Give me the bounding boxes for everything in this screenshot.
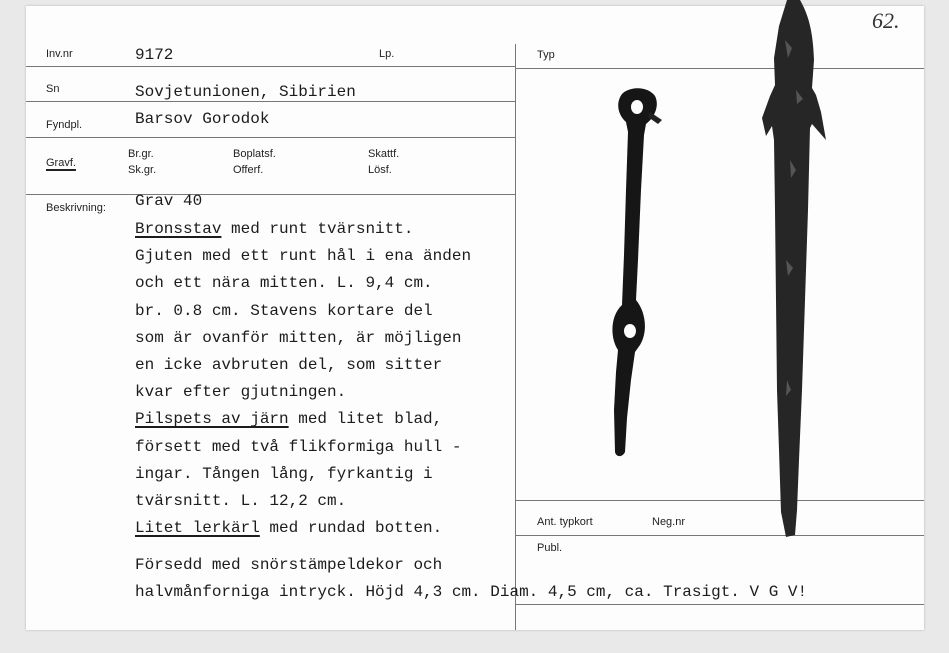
item-heading: Litet lerkärl [135, 519, 260, 537]
ant-typkort-label: Ant. typkort [537, 516, 593, 528]
losf-label: Lösf. [368, 164, 392, 176]
desc-line: Grav 40 [135, 192, 203, 210]
fyndpl-value: Barsov Gorodok [135, 110, 270, 128]
bronze-rod-image [612, 88, 662, 456]
desc-line: Gjuten med ett runt hål i ena änden [135, 247, 472, 265]
card-number: 62. [872, 8, 900, 33]
fyndpl-label: Fyndpl. [46, 119, 83, 131]
offerf-label: Offerf. [233, 164, 264, 176]
invnr-label: Inv.nr [46, 48, 73, 60]
beskrivning-label: Beskrivning: [46, 202, 106, 214]
skgr-label: Sk.gr. [128, 164, 157, 176]
item-heading: Pilspets av järn [135, 410, 289, 428]
desc-line: och ett nära mitten. L. 9,4 cm. [135, 274, 433, 292]
boplatsf-label: Boplatsf. [233, 148, 276, 160]
desc-line: försett med två flikformiga hull - [135, 438, 462, 456]
sn-label: Sn [46, 83, 60, 95]
desc-line: Pilspets av järn med litet blad, [135, 410, 443, 428]
desc-line: Bronsstav med runt tvärsnitt. [135, 220, 414, 238]
desc-line: ingar. Tången lång, fyrkantig i [135, 465, 433, 483]
desc-line: kvar efter gjutningen. [135, 383, 347, 401]
item-heading: Bronsstav [135, 220, 222, 238]
desc-line: br. 0.8 cm. Stavens kortare del [135, 302, 433, 320]
skattf-label: Skattf. [368, 148, 400, 160]
desc-line: som är ovanför mitten, är möjligen [135, 329, 462, 347]
desc-line: tvärsnitt. L. 12,2 cm. [135, 492, 347, 510]
lp-label: Lp. [379, 48, 395, 60]
gravf-label: Gravf. [46, 157, 76, 169]
desc-line: Litet lerkärl med rundad botten. [135, 519, 443, 537]
sn-value: Sovjetunionen, Sibirien [135, 83, 356, 101]
desc-line: en icke avbruten del, som sitter [135, 356, 443, 374]
typ-label: Typ [537, 49, 555, 61]
negnr-label: Neg.nr [652, 516, 686, 528]
iron-arrowhead-image [762, 0, 826, 537]
invnr-value: 9172 [135, 46, 174, 64]
desc-line: halvmånforniga intryck. Höjd 4,3 cm. Diam. 4,5 cm, ca. Trasigt. V G V! [135, 583, 808, 601]
publ-label: Publ. [537, 542, 563, 554]
brgr-label: Br.gr. [128, 148, 154, 160]
desc-line: Försedd med snörstämpeldekor och [135, 556, 443, 574]
